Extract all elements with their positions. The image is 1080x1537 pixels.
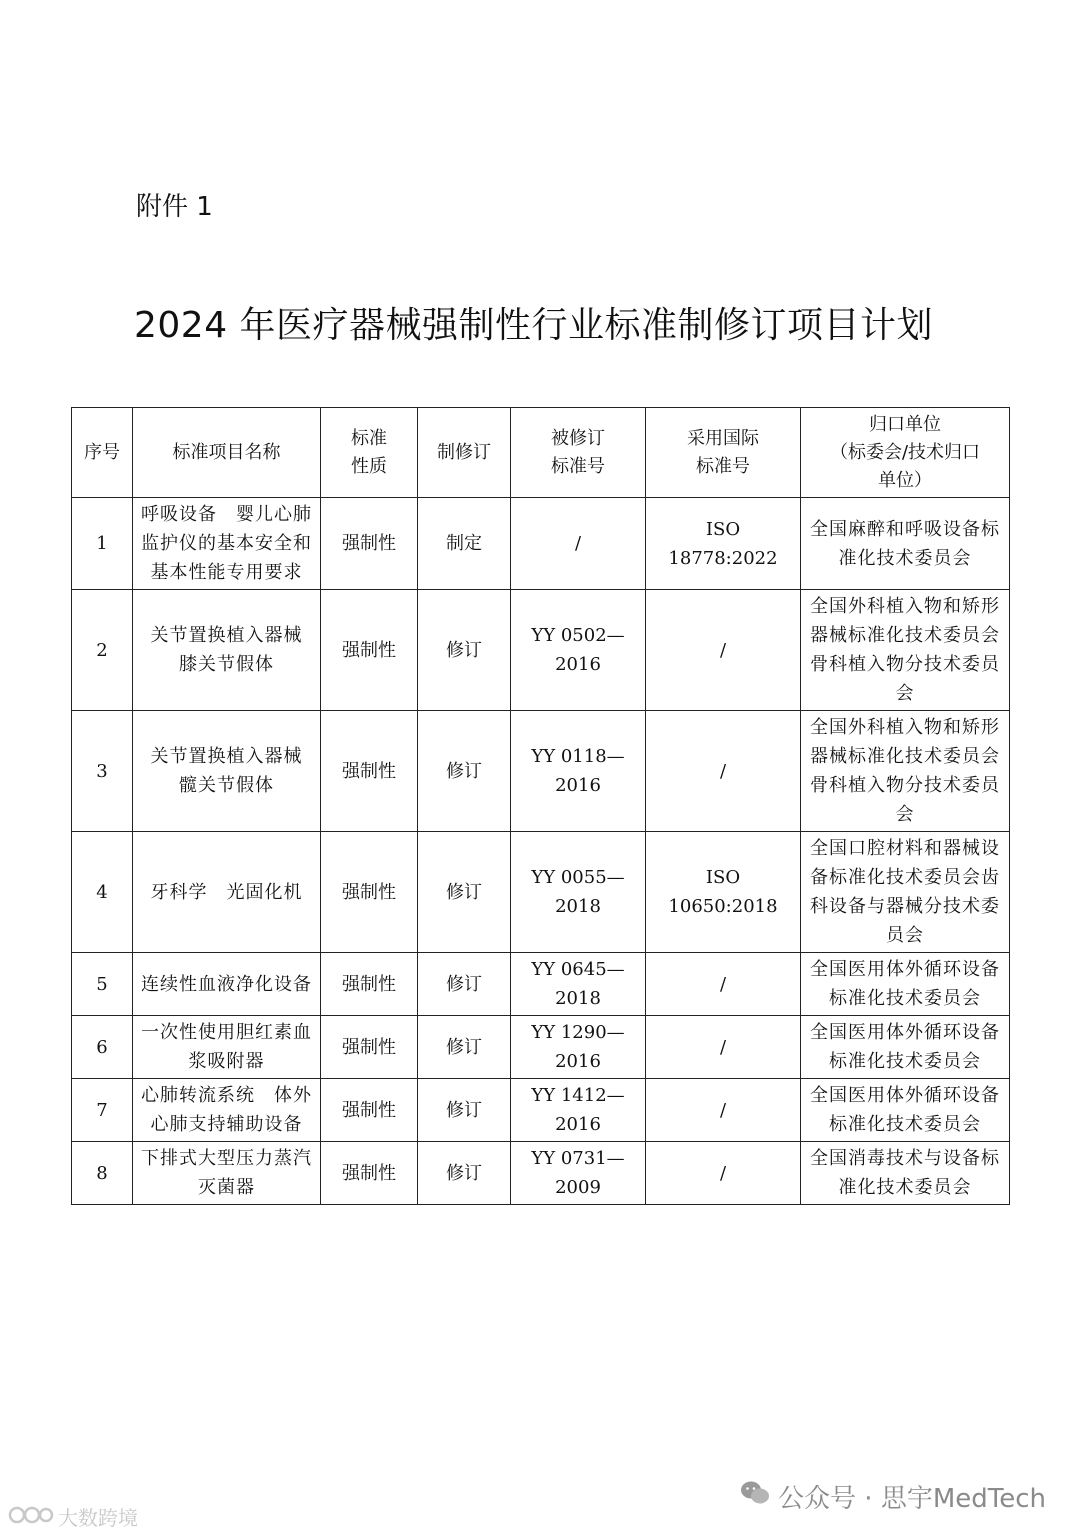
header-nature: 标准 性质 xyxy=(321,408,418,498)
cell-revised-std: YY 0502— 2016 xyxy=(511,590,646,711)
cell-nature: 强制性 xyxy=(321,498,418,590)
cell-name: 连续性血液净化设备 xyxy=(133,953,321,1016)
cell-nature: 强制性 xyxy=(321,832,418,953)
watermark-right xyxy=(740,1478,1046,1515)
cell-type: 修订 xyxy=(418,832,511,953)
cell-type: 修订 xyxy=(418,1079,511,1142)
cell-name: 关节置换植入器械 膝关节假体 xyxy=(133,590,321,711)
cell-nature: 强制性 xyxy=(321,711,418,832)
cell-intl-std: ISO 18778:2022 xyxy=(646,498,801,590)
cell-committee: 全国外科植入物和矫形器械标准化技术委员会骨科植入物分技术委员会 xyxy=(801,711,1010,832)
cell-seq: 3 xyxy=(72,711,133,832)
cell-name: 呼吸设备 婴儿心肺监护仪的基本安全和基本性能专用要求 xyxy=(133,498,321,590)
cell-committee: 全国医用体外循环设备标准化技术委员会 xyxy=(801,1079,1010,1142)
cell-nature: 强制性 xyxy=(321,1142,418,1205)
header-revised-std: 被修订 标准号 xyxy=(511,408,646,498)
cell-seq: 8 xyxy=(72,1142,133,1205)
header-type: 制修订 xyxy=(418,408,511,498)
cell-revised-std: YY 0055— 2018 xyxy=(511,832,646,953)
brand-logo-icon xyxy=(8,1503,54,1530)
cell-type: 修订 xyxy=(418,1016,511,1079)
cell-intl-std: / xyxy=(646,1142,801,1205)
table-row xyxy=(72,1016,1010,1079)
cell-revised-std: YY 1290— 2016 xyxy=(511,1016,646,1079)
cell-intl-std: / xyxy=(646,953,801,1016)
table-row xyxy=(72,498,1010,590)
cell-seq: 6 xyxy=(72,1016,133,1079)
table-row xyxy=(72,1142,1010,1205)
cell-nature: 强制性 xyxy=(321,1079,418,1142)
table-header-row xyxy=(72,408,1010,498)
attachment-label: 附件 1 xyxy=(136,192,213,222)
cell-seq: 4 xyxy=(72,832,133,953)
cell-committee: 全国医用体外循环设备标准化技术委员会 xyxy=(801,1016,1010,1079)
cell-intl-std: / xyxy=(646,1016,801,1079)
standards-plan-table xyxy=(71,407,1010,1205)
cell-name: 关节置换植入器械 髋关节假体 xyxy=(133,711,321,832)
cell-seq: 2 xyxy=(72,590,133,711)
wechat-icon xyxy=(740,1480,770,1513)
table-row xyxy=(72,711,1010,832)
cell-name: 心肺转流系统 体外心肺支持辅助设备 xyxy=(133,1079,321,1142)
cell-committee: 全国医用体外循环设备标准化技术委员会 xyxy=(801,953,1010,1016)
cell-revised-std: YY 0645— 2018 xyxy=(511,953,646,1016)
cell-nature: 强制性 xyxy=(321,953,418,1016)
cell-type: 修订 xyxy=(418,590,511,711)
cell-type: 修订 xyxy=(418,953,511,1016)
cell-name: 一次性使用胆红素血浆吸附器 xyxy=(133,1016,321,1079)
header-name: 标准项目名称 xyxy=(133,408,321,498)
cell-revised-std: / xyxy=(511,498,646,590)
table-row xyxy=(72,1079,1010,1142)
cell-name: 下排式大型压力蒸汽灭菌器 xyxy=(133,1142,321,1205)
cell-intl-std: ISO 10650:2018 xyxy=(646,832,801,953)
document-title: 2024 年医疗器械强制性行业标准制修订项目计划 xyxy=(134,305,934,346)
cell-type: 修订 xyxy=(418,1142,511,1205)
watermark-left xyxy=(8,1502,138,1531)
cell-seq: 1 xyxy=(72,498,133,590)
cell-committee: 全国外科植入物和矫形器械标准化技术委员会骨科植入物分技术委员会 xyxy=(801,590,1010,711)
cell-seq: 5 xyxy=(72,953,133,1016)
cell-revised-std: YY 1412— 2016 xyxy=(511,1079,646,1142)
cell-type: 制定 xyxy=(418,498,511,590)
table-row xyxy=(72,832,1010,953)
cell-intl-std: / xyxy=(646,1079,801,1142)
cell-intl-std: / xyxy=(646,711,801,832)
cell-intl-std: / xyxy=(646,590,801,711)
cell-nature: 强制性 xyxy=(321,590,418,711)
watermark-left-text: 大数跨境 xyxy=(58,1506,138,1530)
cell-revised-std: YY 0731— 2009 xyxy=(511,1142,646,1205)
header-committee: 归口单位 （标委会/技术归口 单位） xyxy=(801,408,1010,498)
cell-committee: 全国口腔材料和器械设备标准化技术委员会齿科设备与器械分技术委员会 xyxy=(801,832,1010,953)
header-seq: 序号 xyxy=(72,408,133,498)
cell-nature: 强制性 xyxy=(321,1016,418,1079)
cell-committee: 全国麻醉和呼吸设备标准化技术委员会 xyxy=(801,498,1010,590)
cell-seq: 7 xyxy=(72,1079,133,1142)
cell-revised-std: YY 0118— 2016 xyxy=(511,711,646,832)
table-row xyxy=(72,953,1010,1016)
watermark-right-text: 公众号 · 思宇MedTech xyxy=(778,1484,1046,1514)
header-intl-std: 采用国际 标准号 xyxy=(646,408,801,498)
cell-committee: 全国消毒技术与设备标准化技术委员会 xyxy=(801,1142,1010,1205)
cell-type: 修订 xyxy=(418,711,511,832)
cell-name: 牙科学 光固化机 xyxy=(133,832,321,953)
table-row xyxy=(72,590,1010,711)
